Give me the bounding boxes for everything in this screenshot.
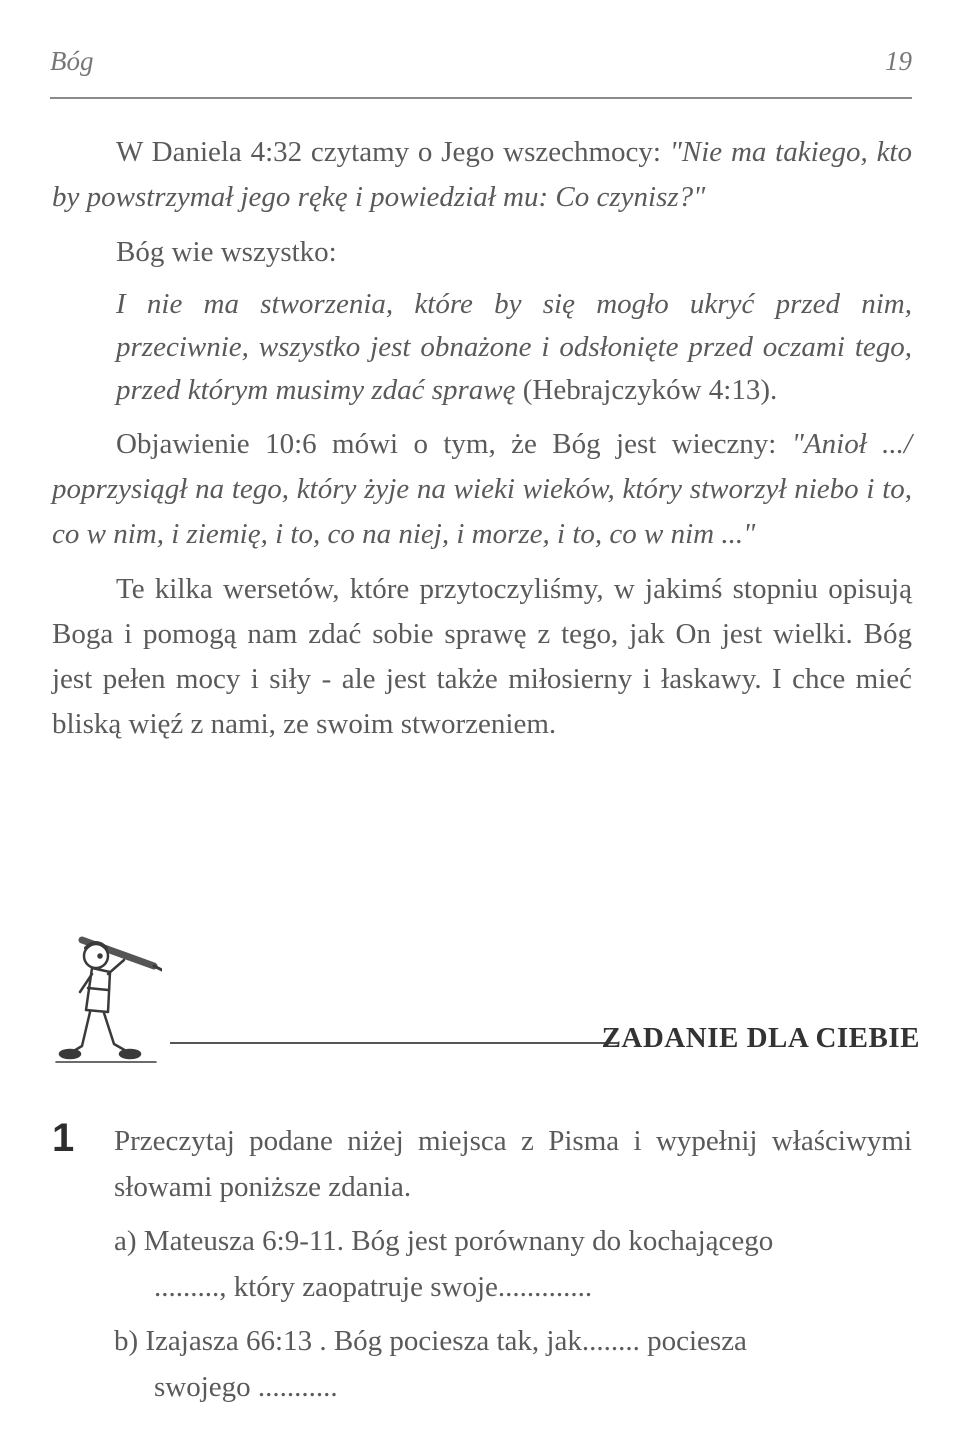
task-banner (52, 918, 920, 1078)
daniel-intro: W Daniela 4:32 czytamy o Jego wszechmocy: (116, 136, 670, 168)
hebrews-reference: (Hebrajczyków 4:13). (522, 374, 778, 406)
revelation-intro: Objawienie 10:6 mówi o tym, że Bóg jest wieczny: (116, 428, 792, 460)
exercise-number: 1 (52, 1116, 75, 1160)
revelation-quote: "Anioł .../ poprzysiągł na tego, który żyje na wieki wieków, który stworzył niebo i to, co w nim, i ziemię, i to, co na niej, i morze, i to, co w nim ..." (52, 428, 912, 550)
hebrews-quote-block (116, 283, 912, 412)
paragraph-daniel (52, 130, 912, 220)
cartoon-man-carrying-pencil-icon (52, 918, 162, 1068)
exercise-item-b (114, 1318, 912, 1410)
task-title: ZADANIE DLA CIEBIE (601, 1022, 920, 1054)
banner-rule (170, 1042, 618, 1044)
paragraph-omniscience: Bóg wie wszystko: (116, 236, 337, 268)
exercise-a-line1: a) Mateusza 6:9-11. Bóg jest porównany do kochającego (114, 1225, 774, 1257)
exercise-instruction: Przeczytaj podane niżej miejsca z Pisma i wypełnij właściwymi słowami poniższe zdania. (114, 1125, 912, 1203)
paragraph-summary: Te kilka wersetów, które przytoczyliśmy, w jakimś stopniu opisują Boga i pomogą nam zdać sobie sprawę z tego, jak On jest wielki. Bóg jest pełen mocy i siły - ale jest także miłosierny i łaskawy. I chce mieć bliską więź z nami, ze swoim stworzeniem. (52, 573, 912, 740)
hebrews-quote: I nie ma stworzenia, które by się mogło ukryć przed nim, przeciwnie, wszystko jest obnażone i odsłonięte przed oczami tego, przed którym musimy zdać sprawę (116, 288, 912, 406)
exercise-a-line2: ........., który zaopatruje swoje............. (154, 1271, 593, 1303)
running-head-title: Bóg (50, 46, 94, 76)
exercise-b-line1: b) Izajasza 66:13 . Bóg pociesza tak, jak........ pociesza (114, 1325, 747, 1357)
exercise-b-line2: swojego ........... (154, 1371, 338, 1403)
running-head (50, 46, 912, 86)
exercise-text (114, 1118, 912, 1410)
body-text (52, 130, 912, 747)
paragraph-revelation (52, 422, 912, 557)
exercise-item-a (114, 1218, 912, 1310)
page-number: 19 (885, 46, 912, 76)
header-rule (50, 97, 912, 99)
daniel-quote: "Nie ma takiego, kto by powstrzymał jego rękę i powiedział mu: Co czynisz?" (52, 136, 912, 213)
